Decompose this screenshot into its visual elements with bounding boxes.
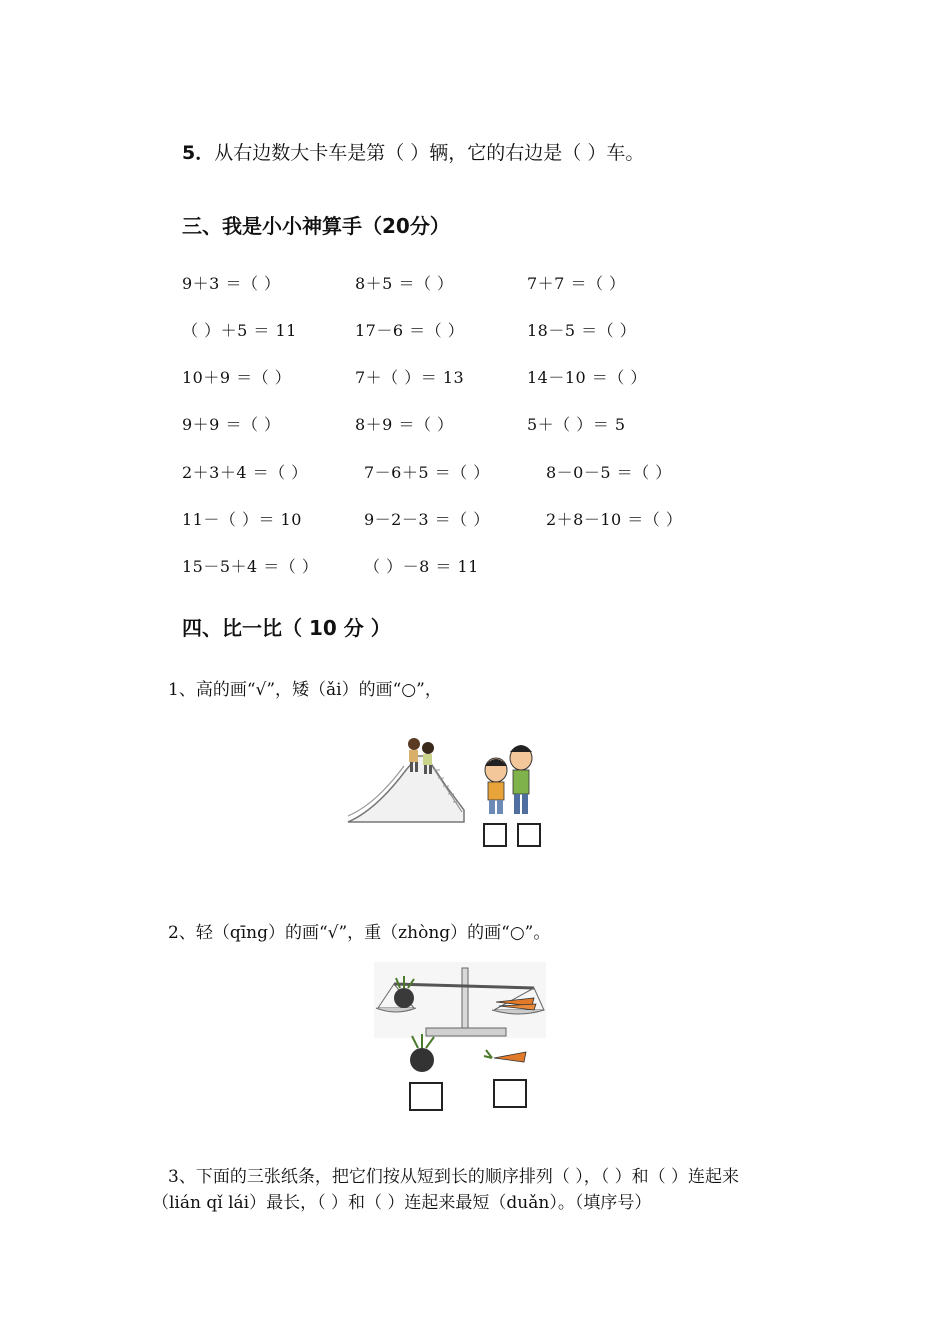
equation: （ ）－8 ＝ 11 <box>364 557 479 576</box>
equation: 9－2－3 ＝（ ） <box>364 510 490 529</box>
equation: 8＋5 ＝（ ） <box>355 274 454 293</box>
equation: 8－0－5 ＝（ ） <box>546 463 672 482</box>
item-3-instruction-line-2: （lián qǐ lái）最长，（ ）和（ ）连起来最短（duǎn）。（填序号） <box>152 1193 652 1213</box>
equation: 9＋3 ＝（ ） <box>182 274 281 293</box>
answer-box[interactable] <box>517 823 541 847</box>
equation: （ ）＋5 ＝ 11 <box>182 321 297 340</box>
balance-scale-illustration <box>374 962 546 1080</box>
equation: 7－6＋5 ＝（ ） <box>364 463 490 482</box>
equation: 2＋8－10 ＝（ ） <box>546 510 683 529</box>
equation: 2＋3＋4 ＝（ ） <box>182 463 308 482</box>
equation: 7＋7 ＝（ ） <box>527 274 626 293</box>
answer-box[interactable] <box>483 823 507 847</box>
slide-kids-illustration <box>346 730 546 880</box>
equation: 8＋9 ＝（ ） <box>355 415 454 434</box>
equation: 7＋（ ）＝ 13 <box>355 368 465 387</box>
equation: 11－（ ）＝ 10 <box>182 510 302 529</box>
equation: 15－5＋4 ＝（ ） <box>182 557 319 576</box>
equation: 10＋9 ＝（ ） <box>182 368 292 387</box>
item-1-instruction: 1、高的画“√”，矮（ǎi）的画“○”， <box>168 680 442 700</box>
equation: 17－6 ＝（ ） <box>355 321 465 340</box>
item-3-instruction-line-1: 3、下面的三张纸条，把它们按从短到长的顺序排列（ ），（ ）和（ ）连起来 <box>168 1167 740 1187</box>
item-2-instruction: 2、轻（qīng）的画“√”，重（zhòng）的画“○”。 <box>168 923 551 943</box>
question-5 <box>182 138 644 165</box>
question-5-text: 从右边数大卡车是第（ ）辆，它的右边是（ ）车。 <box>214 142 645 164</box>
answer-box[interactable] <box>493 1079 527 1108</box>
equation: 5＋（ ）＝ 5 <box>527 415 626 434</box>
section-4-title: 四、比一比（ 10 分 ） <box>182 616 391 640</box>
equation: 9＋9 ＝（ ） <box>182 415 281 434</box>
answer-box[interactable] <box>409 1082 443 1111</box>
section-3-title: 三、我是小小神算手（20分） <box>182 214 450 238</box>
equation: 18－5 ＝（ ） <box>527 321 637 340</box>
question-5-number: 5． <box>182 142 215 164</box>
equation: 14－10 ＝（ ） <box>527 368 647 387</box>
